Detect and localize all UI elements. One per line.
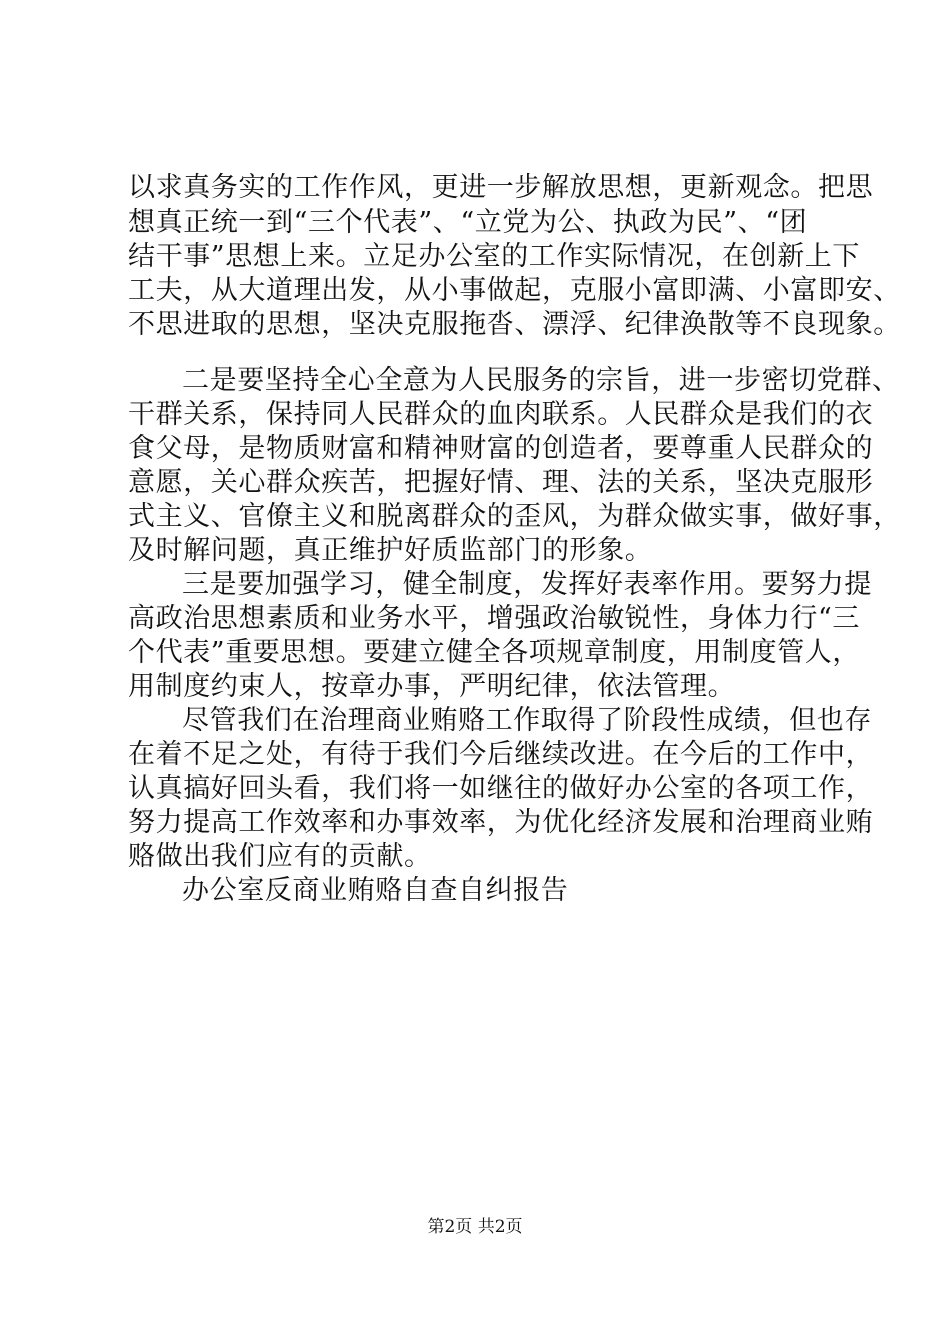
paragraph-2-line-1: 二是要坚持全心全意为人民服务的宗旨，进一步密切党群、 xyxy=(182,365,900,396)
paragraph-3-line-2: 高政治思想素质和业务水平，增强政治敏锐性，身体力行“三 xyxy=(128,603,861,634)
paragraph-4-line-5: 赂做出我们应有的贡献。 xyxy=(128,841,432,872)
paragraph-4-line-3: 认真搞好回头看，我们将一如继往的做好办公室的各项工作， xyxy=(128,773,874,804)
paragraph-3-line-4: 用制度约束人，按章办事，严明纪律，依法管理。 xyxy=(128,671,736,702)
paragraph-4-line-2: 在着不足之处，有待于我们今后继续改进。在今后的工作中， xyxy=(128,739,874,770)
paragraph-2-line-5: 式主义、官僚主义和脱离群众的歪风，为群众做实事，做好事， xyxy=(128,501,901,532)
paragraph-1-line-2: 想真正统一到“三个代表”、“立党为公、执政为民”、“团 xyxy=(128,207,808,238)
paragraph-3-line-3: 个代表”重要思想。要建立健全各项规章制度，用制度管人， xyxy=(128,637,861,668)
paragraph-4-line-4: 努力提高工作效率和办事效率，为优化经济发展和治理商业贿 xyxy=(128,807,874,838)
document-title-line: 办公室反商业贿赂自查自纠报告 xyxy=(182,875,569,906)
paragraph-4-line-1: 尽管我们在治理商业贿赂工作取得了阶段性成绩，但也存 xyxy=(182,705,872,736)
paragraph-2-line-3: 食父母，是物质财富和精神财富的创造者，要尊重人民群众的 xyxy=(128,433,874,464)
paragraph-1-line-3: 结干事”思想上来。立足办公室的工作实际情况，在创新上下 xyxy=(128,241,861,272)
paragraph-1-line-4: 工夫，从大道理出发，从小事做起，克服小富即满、小富即安、 xyxy=(128,275,901,306)
paragraph-3-line-1: 三是要加强学习，健全制度，发挥好表率作用。要努力提 xyxy=(182,569,872,600)
paragraph-2-line-4: 意愿，关心群众疾苦，把握好情、理、法的关系，坚决克服形 xyxy=(128,467,874,498)
paragraph-1-line-1: 以求真务实的工作作风，更进一步解放思想，更新观念。把思 xyxy=(128,172,874,203)
paragraph-2-line-2: 干群关系，保持同人民群众的血肉联系。人民群众是我们的衣 xyxy=(128,399,874,430)
paragraph-2-line-6: 及时解问题，真正维护好质监部门的形象。 xyxy=(128,535,653,566)
page-number-footer: 第2页 共2页 xyxy=(427,1217,523,1237)
paragraph-1-line-5: 不思进取的思想，坚决克服拖沓、漂浮、纪律涣散等不良现象。 xyxy=(128,309,901,340)
